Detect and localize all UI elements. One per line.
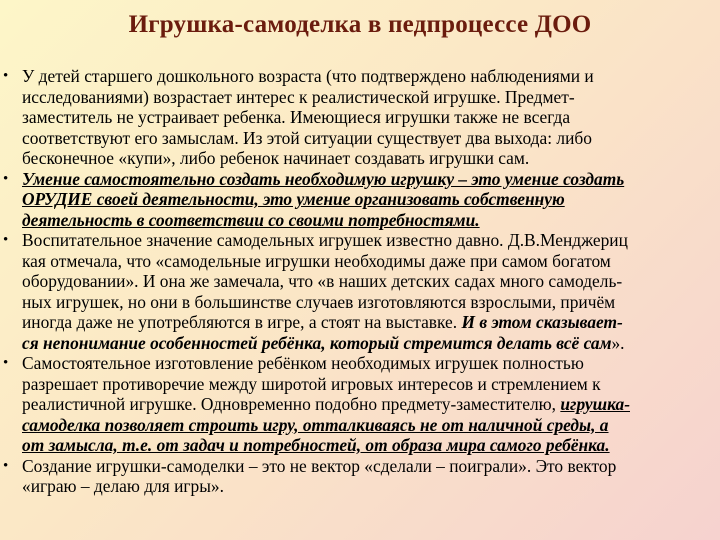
bullet-line-emphasis: ОРУДИЕ своей деятельности, это умение организовать собственную (22, 189, 565, 209)
bullet-line-emphasis: деятельность в соответствии со своими потребностями. (22, 209, 480, 230)
bullet-item (0, 66, 720, 169)
bullet-text: ». (611, 332, 625, 353)
bullet-text: реалистичной игрушке. Одновременно подобно предмету-заместителю, (22, 394, 556, 414)
bullet-list (0, 66, 720, 497)
bullet-line (22, 333, 720, 354)
bullet-dot: • (3, 68, 9, 84)
bullet-line (22, 394, 720, 415)
bullet-line-emphasis: самоделка позволяет строить игру, отталкиваясь не от наличной среды, а (22, 414, 609, 435)
bullet-line: бесконечное «купи», либо ребенок начинает создавать игрушки сам. (22, 148, 530, 168)
bullet-line: разрешает противоречие между широтой игровых интересов и стремлением к (22, 373, 601, 394)
bullet-item (0, 230, 720, 353)
bullet-line (22, 312, 720, 333)
bullet-dot: • (3, 355, 9, 371)
bullet-text: иногда даже не употребляются в игре, а стоят на выставке. (22, 312, 458, 332)
bullet-line: Самостоятельное изготовление ребёнком необходимых игрушек полностью (22, 353, 584, 373)
bullet-line: соответствуют его замыслам. Из этой ситуации существует два выхода: либо (22, 127, 592, 148)
bullet-item (0, 353, 720, 456)
bullet-item (0, 169, 720, 231)
bullet-item (0, 456, 720, 497)
bullet-dot: • (3, 457, 9, 474)
bullet-line-emphasis: Умение самостоятельно создать необходимую игрушку – это умение создать (22, 168, 625, 189)
bullet-bold-text: ся непонимание особенностей ребёнка, который стремится делать всё сам (22, 332, 612, 353)
bullet-line: Воспитательное значение самодельных игрушек известно давно. Д.В.Менджериц (22, 230, 628, 250)
bullet-line: оборудовании». И она же замечала, что «в наших детских садах много самодель- (22, 271, 623, 291)
bullet-line: заместитель не устраивает ребенка. Имеющиеся игрушки также не всегда (22, 107, 571, 127)
bullet-line: ных игрушек, но они в большинстве случаев изготовляются взрослыми, причём (22, 291, 616, 312)
bullet-line: кая отмечала, что «самодельные игрушки необходимы даже при самом богатом (22, 250, 611, 271)
bullet-dot: • (3, 232, 9, 248)
bullet-emphasis-text: игрушка- (560, 394, 630, 414)
bullet-line: У детей старшего дошкольного возраста (что подтверждено наблюдениями и (22, 66, 594, 86)
bullet-line: Создание игрушки-самоделки – это не вектор «сделали – поиграли». Это вектор (22, 455, 617, 476)
bullet-line: исследованиями) возрастает интерес к реалистической игрушке. Предмет- (22, 86, 575, 107)
bullet-dot: • (3, 170, 9, 187)
bullet-line: «играю – делаю для игры». (22, 476, 224, 496)
bullet-line-emphasis: от замысла, т.е. от задач и потребностей, от образа мира самого ребёнка. (22, 435, 610, 455)
slide-title: Игрушка-самоделка в педпроцессе ДОО (128, 11, 592, 38)
bullet-bold-text: И в этом сказывает- (461, 312, 623, 332)
